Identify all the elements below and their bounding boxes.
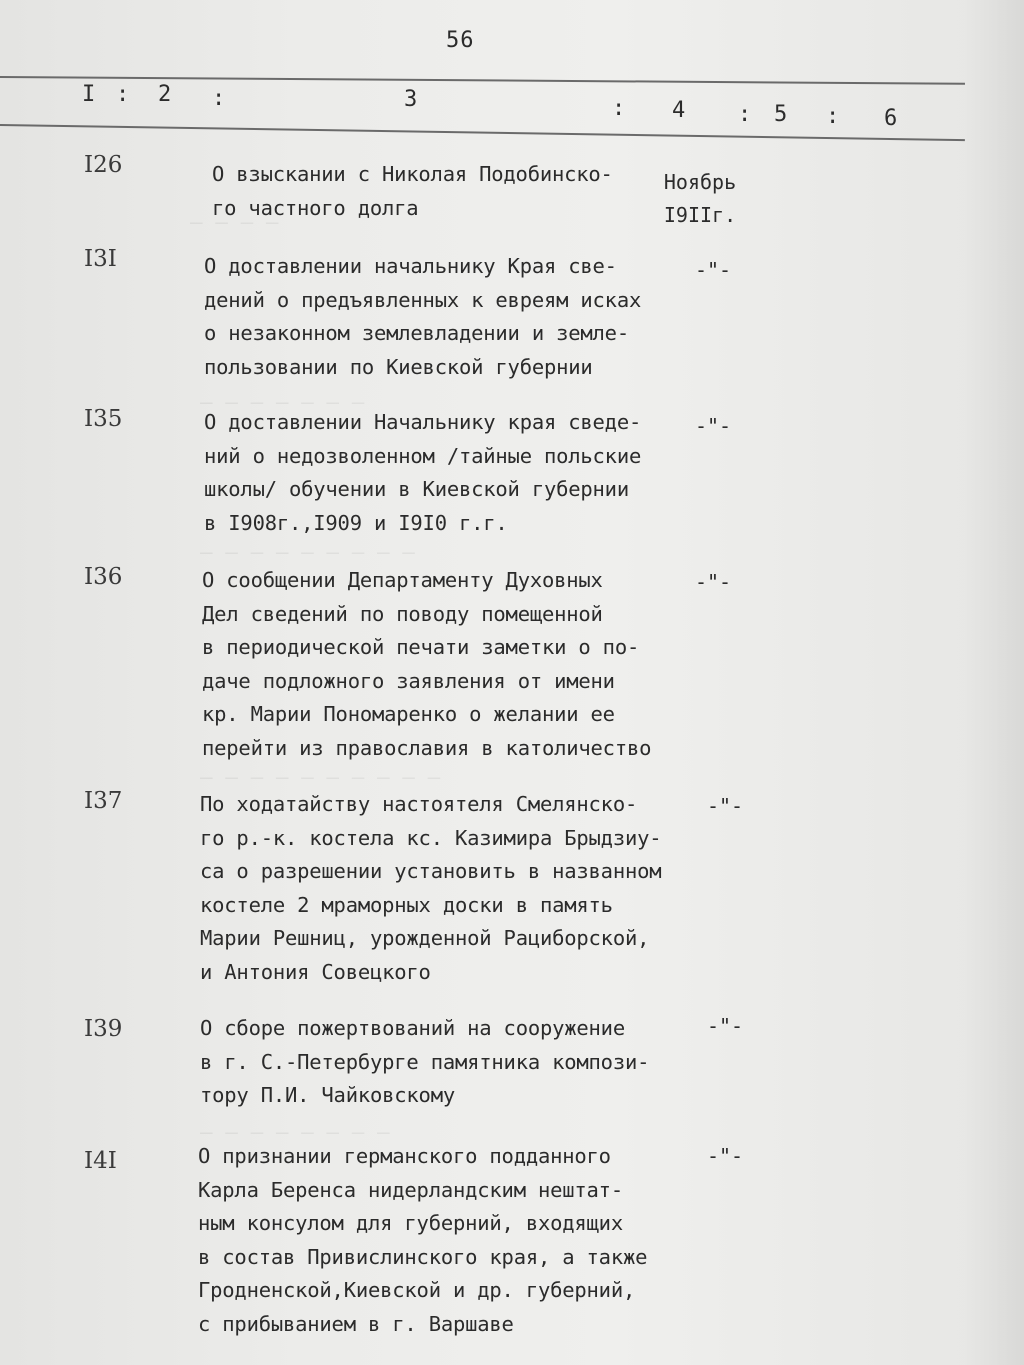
column-separator: : [116, 82, 130, 107]
entry-description: По ходатайству настоятеля Смелянско- го р.-к. костела кс. Казимира Брыдзиу- са о разрешении установить в названном костеле 2 мраморных доски в память Марии Решниц, урожденной Рациборской, и Антония Совецкого [200, 792, 662, 984]
entry-date: -"- [706, 1014, 744, 1038]
entry-date: -"- [706, 1144, 744, 1168]
column-header-2: 2 [158, 82, 172, 107]
header-top-rule [0, 76, 965, 85]
page-edge-shadow [964, 0, 1024, 1365]
bleed-through: — — — — — — — — [200, 1120, 390, 1144]
entry-number: I39 [84, 1016, 123, 1042]
entry-date: -"- [694, 258, 732, 282]
entry-number: I36 [84, 564, 123, 590]
bleed-through: — — — — [190, 210, 279, 234]
entry-number: I35 [84, 406, 123, 432]
entry-date: -"- [694, 570, 732, 594]
bleed-through: — — — — — — — [200, 390, 365, 414]
entry-number: I4I [84, 1148, 117, 1174]
entry-date: -"- [694, 414, 732, 438]
column-header-1: I [82, 82, 96, 107]
header-bottom-rule [0, 124, 965, 141]
page-number: 56 [446, 28, 475, 53]
column-separator: : [738, 102, 752, 127]
entry-description: О признании германского подданного Карла Беренса нидерландским нештат- ным консулом для губерний, входящих в состав Привислинского края, а также Гродненской,Киевской и др. губерний, с прибыванием в г. Варшаве [198, 1144, 648, 1336]
bleed-through: — — — — — — — — — — [200, 765, 441, 789]
entry-description: О доставлении Начальнику края сведе- ний о недозволенном /тайные польские школы/ обучении в Киевской губернии в I908г.,I909 и I9I0 г.г. [204, 410, 642, 535]
entry-date: Ноябрь I9IIг. [663, 170, 737, 227]
entry-number: I3I [84, 246, 117, 272]
entry-description: О сборе пожертвований на сооружение в г. С.-Петербурге памятника компози- тору П.И. Чайковскому [200, 1016, 650, 1107]
entry-description: О доставлении начальнику Края све- дений о предъявленных к евреям исках о незаконном землевладении и земле- пользовании по Киевской губернии [204, 254, 642, 379]
column-separator: : [612, 96, 626, 121]
entry-description: О сообщении Департаменту Духовных Дел сведений по поводу помещенной в периодической печати заметки о по- даче подложного заявления от имени кр. Марии Пономаренко о желании ее перейти из православия в католичество [202, 568, 652, 760]
entry-date: -"- [706, 794, 744, 818]
column-header-4: 4 [672, 98, 686, 123]
column-header-6: 6 [884, 106, 898, 131]
entry-number: I26 [84, 152, 123, 178]
column-header-3: 3 [404, 87, 418, 112]
entry-number: I37 [84, 788, 123, 814]
bleed-through: — — — — — — — — — [200, 540, 415, 564]
column-separator: : [826, 104, 840, 129]
column-header-5: 5 [774, 102, 788, 127]
entry-description: О взыскании с Николая Подобинско- го частного долга [212, 162, 613, 220]
column-separator: : [212, 86, 226, 111]
